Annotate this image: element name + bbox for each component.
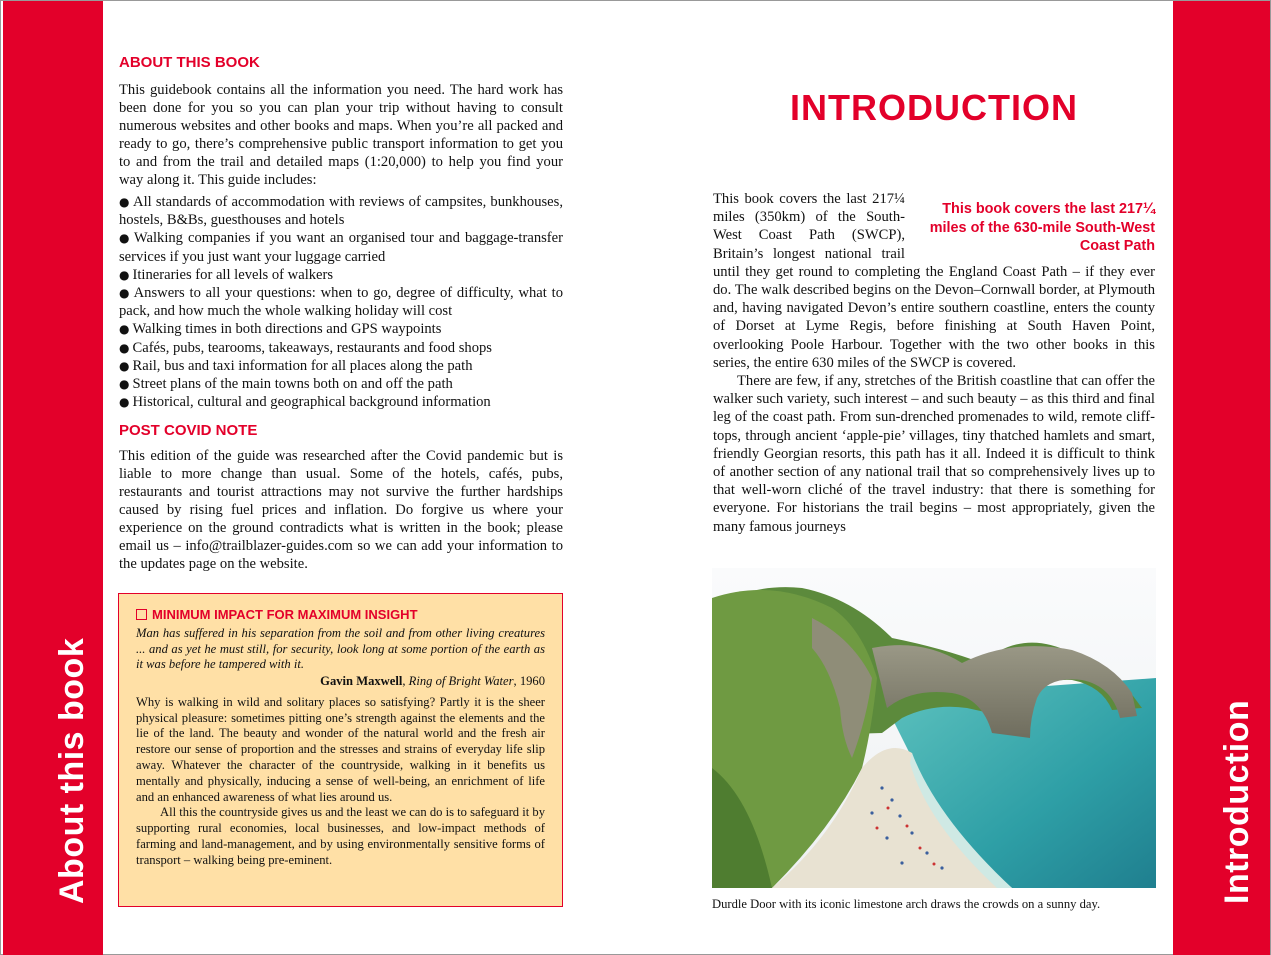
quote-author: Gavin Maxwell <box>320 673 403 688</box>
bullet-icon: ● <box>119 377 130 392</box>
feature-item <box>119 229 563 265</box>
pull-quote: This book covers the last 217¼ miles of the 630-mile South-West Coast Path <box>929 201 1155 254</box>
bullet-icon: ● <box>119 195 131 209</box>
section-tab-left-label: About this book <box>53 637 91 904</box>
covid-text: This edition of the guide was researched after the Covid pandemic but is liable to more change than usual. Some of the hotels, cafés, pubs, restaurants and tourist attractions may not survive the further hardships caused by rising fuel prices and inflation. Do forgive us where your experience on the ground contradicts what is written in the book; please email us – info@trailblazer-guides.com so we can add your information to the updates page on the website. <box>119 448 563 573</box>
impact-box-title-text: MINIMUM IMPACT FOR MAXIMUM INSIGHT <box>152 607 418 622</box>
introduction-paragraph-2: There are few, if any, stretches of the British coastline that can offer the walker such variety, such interest – and such beauty – as this third and final leg of the coast path. From sun-drenched promenades to wild, remote cliff-tops, through ancient ‘apple-pie’ villages, tiny thatched hamlets and smart, friendly Georgian resorts, this path has it all. Indeed it is difficult to think of another section of any national trail that so comprehensively lives up to that well-worn cliché of the travel industry: that there is something for everyone. For historians the trail begins – most appropriately, given the many famous journeys <box>713 373 1155 535</box>
feature-item-text: Cafés, pubs, tearooms, takeaways, restaurants and food shops <box>132 339 492 356</box>
feature-item-text: Rail, bus and taxi information for all places along the path <box>132 357 473 374</box>
durdle-door-photo <box>712 568 1156 888</box>
feature-item <box>119 284 563 320</box>
feature-item-text: Walking times in both directions and GPS waypoints <box>132 321 442 338</box>
feature-item-text: All standards of accommodation with reviews of campsites, bunkhouses, hostels, B&Bs, guesthouses and hotels <box>119 194 563 229</box>
impact-paragraph-2: All this the countryside gives us and the least we can do is to safeguard it by supporting rural economies, local businesses, and low-impact methods of farming and land-management, and by using environmentally sensitive forms of transport – walking being pre-eminent. <box>136 805 545 867</box>
bullet-icon: ● <box>119 231 131 246</box>
feature-item <box>119 375 563 393</box>
features-list <box>119 193 563 411</box>
bullet-icon: ● <box>119 340 130 355</box>
feature-item-text: Itineraries for all levels of walkers <box>132 266 334 283</box>
feature-item <box>119 357 563 375</box>
feature-item-text: Street plans of the main towns both on and off the path <box>132 376 453 393</box>
feature-item <box>119 339 563 357</box>
maxwell-quote: Man has suffered in his separation from the soil and from other living creatures ... and as yet he must still, for security, look long at some portion of the earth as it was before he tampered with it. <box>136 626 545 672</box>
feature-item-text: Historical, cultural and geographical background information <box>132 394 491 411</box>
about-intro: This guidebook contains all the information you need. The hard work has been done for you so you can plan your trip without having to consult numerous websites and other books and maps. When you’re all packed and ready to go, there’s comprehensive public transport information to get you to and from the trail and detailed maps (1:20,000) to help you find your way along it. This guide includes: <box>119 82 563 188</box>
feature-item-text: Answers to all your questions: when to go, degree of difficulty, what to pack, and how much the whole walking holiday will cost <box>119 285 563 320</box>
introduction-title: INTRODUCTION <box>790 87 1078 128</box>
feature-item-text: Walking companies if you want an organised tour and baggage-transfer services if you just want your luggage carried <box>119 230 563 265</box>
introduction-text <box>713 190 1155 536</box>
section-tab-right <box>1173 1 1270 955</box>
photo-caption: Durdle Door with its iconic limestone arch draws the crowds on a sunny day. <box>712 897 1101 911</box>
checkbox-icon <box>136 609 147 620</box>
feature-item <box>119 193 563 229</box>
bullet-icon: ● <box>119 286 131 301</box>
left-page <box>119 53 563 573</box>
impact-paragraph-1: Why is walking in wild and solitary places so satisfying? Partly it is the sheer physical pleasure: sometimes pitting one’s strength against the elements and the lie of the land. The beauty and wonder of the natural world and the fresh air restore our sense of proportion and the stresses and strains of everyday life slip away. Whatever the character of the countryside, walking in it benefits us mentally and physically, inducing a sense of well-being, an enrichment of life and an enhanced awareness of what lies around us. <box>136 694 545 804</box>
bullet-icon: ● <box>119 322 130 337</box>
bullet-icon: ● <box>119 358 130 373</box>
quote-work: Ring of Bright Water <box>408 673 514 688</box>
section-tab-left <box>3 1 103 955</box>
impact-box <box>118 593 563 907</box>
covid-heading: POST COVID NOTE <box>119 422 258 440</box>
bullet-icon: ● <box>119 267 130 282</box>
quote-year: , 1960 <box>513 673 545 688</box>
section-tab-right-label: Introduction <box>1218 699 1256 904</box>
about-heading: ABOUT THIS BOOK <box>119 54 260 71</box>
feature-item <box>119 320 563 338</box>
feature-item <box>119 266 563 284</box>
feature-item <box>119 393 563 411</box>
quote-attribution: Gavin Maxwell, Ring of Bright Water, 1960 <box>320 673 545 688</box>
impact-box-title <box>136 606 545 623</box>
introduction-paragraph-1: This book covers the last 217¼ miles (350km) of the South-West Coast Path (SWCP), Britain’s longest national trail until they get round to completing the England Coast Path – if they ever do. The walk described begins on the Devon–Cornwall border, at Plymouth and, having navigated Devon’s entire southern coastline, enters the county of Dorset at Lyme Regis, before finishing at South Haven Point, overlooking Poole Harbour. Together with the two other books in this series, the entire 630 miles of the SWCP is covered. <box>713 191 1155 371</box>
bullet-icon: ● <box>119 395 130 410</box>
